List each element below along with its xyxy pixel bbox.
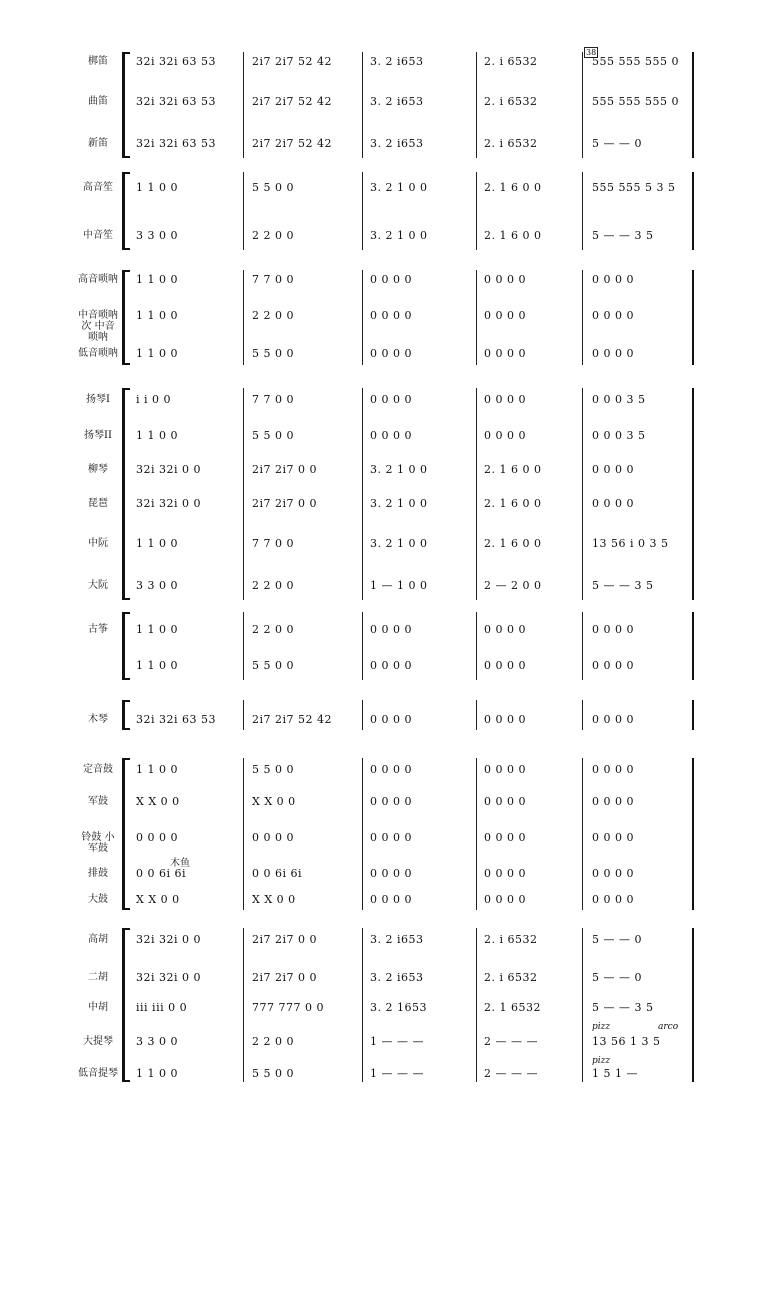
measure-cell: 0 0 0 0: [592, 463, 634, 476]
measure-cell: 7 7 0 0: [252, 273, 294, 286]
measure-cell: 2i7 2i7 52 42: [252, 95, 333, 108]
measure-cell: 3. 2 1 0 0: [370, 537, 428, 550]
measure-cell: 0 0 0 0: [252, 831, 294, 844]
measure-cell: 2 2 0 0: [252, 309, 294, 322]
measure-cell: 2. i 6532: [484, 933, 538, 946]
measure-cell: 1 5 1 —: [592, 1067, 638, 1080]
measure-cell: 5 5 0 0: [252, 659, 294, 672]
barline: [582, 388, 583, 600]
measure-cell: X X 0 0: [136, 893, 180, 906]
barline: [476, 758, 477, 910]
instrument-label: 梆笛: [88, 56, 108, 67]
group-bracket-winds: [122, 52, 125, 158]
measure-cell: 2. 1 6 0 0: [484, 181, 542, 194]
barline: [243, 388, 244, 600]
instrument-label: 柳琴: [88, 464, 108, 475]
instrument-label: 高胡: [88, 934, 108, 945]
measure-cell: 555 555 555 0: [592, 55, 679, 68]
barline: [362, 612, 363, 680]
measure-cell: 0 0 0 0: [484, 795, 526, 808]
final-barline: [692, 388, 694, 600]
barline: [362, 270, 363, 365]
barline: [362, 52, 363, 158]
measure-cell: 0 0 0 0: [370, 763, 412, 776]
measure-cell: 3. 2 1 0 0: [370, 497, 428, 510]
instrument-label: 大鼓: [88, 894, 108, 905]
measure-cell: 3. 2 1653: [370, 1001, 427, 1014]
barline: [243, 700, 244, 730]
measure-cell: 0 0 0 0: [370, 831, 412, 844]
instrument-label: 扬琴II: [84, 430, 112, 441]
measure-cell: X X 0 0: [136, 795, 180, 808]
measure-cell: 0 0 0 0: [592, 273, 634, 286]
barline: [582, 758, 583, 910]
final-barline: [692, 270, 694, 365]
measure-cell: 5 — — 0: [592, 933, 642, 946]
measure-cell: 0 0 6i 6i: [252, 867, 303, 880]
measure-cell: 1 — — —: [370, 1035, 424, 1048]
barline: [362, 172, 363, 250]
measure-cell: 13 56 i 0 3 5: [592, 537, 669, 550]
barline: [582, 270, 583, 365]
measure-cell: 1 1 0 0: [136, 273, 178, 286]
barline: [243, 758, 244, 910]
group-bracket-plucked: [122, 388, 125, 600]
final-barline: [692, 928, 694, 1082]
instrument-label: 新笛: [88, 138, 108, 149]
instrument-label: 军鼓: [88, 796, 108, 807]
barline: [476, 52, 477, 158]
measure-cell: 0 0 0 0: [484, 273, 526, 286]
barline: [362, 928, 363, 1082]
measure-number: 38: [586, 48, 597, 57]
measure-cell: 32i 32i 0 0: [136, 497, 202, 510]
instrument-label: 二胡: [88, 972, 108, 983]
measure-cell: 7 7 0 0: [252, 393, 294, 406]
final-barline: [692, 700, 694, 730]
measure-cell: 2 2 0 0: [252, 579, 294, 592]
dynamic-pizz-2: pizz: [592, 1056, 611, 1066]
barline: [362, 758, 363, 910]
measure-cell: 1 1 0 0: [136, 181, 178, 194]
measure-cell: 0 0 0 0: [592, 623, 634, 636]
barline: [243, 52, 244, 158]
instrument-label: 扬琴I: [86, 394, 110, 405]
measure-cell: 0 0 6i 6i: [136, 867, 187, 880]
measure-cell: 2i7 2i7 52 42: [252, 137, 333, 150]
barline: [243, 612, 244, 680]
instrument-label: 大提琴: [83, 1036, 113, 1047]
measure-cell: 2. i 6532: [484, 137, 538, 150]
barline: [476, 270, 477, 365]
measure-cell: 2. 1 6 0 0: [484, 537, 542, 550]
measure-cell: 3. 2 1 0 0: [370, 181, 428, 194]
instrument-label: 排鼓: [88, 868, 108, 879]
measure-cell: 3. 2 i653: [370, 55, 424, 68]
barline: [582, 52, 583, 158]
group-bracket-strings: [122, 928, 125, 1082]
measure-cell: 0 0 0 0: [592, 763, 634, 776]
barline: [243, 928, 244, 1082]
instrument-label: 低音提琴: [78, 1068, 118, 1079]
measure-cell: 0 0 0 3 5: [592, 393, 646, 406]
barline: [362, 388, 363, 600]
instrument-label: 古筝: [88, 624, 108, 635]
measure-cell: 13 56 1 3 5: [592, 1035, 661, 1048]
measure-cell: 5 5 0 0: [252, 763, 294, 776]
group-bracket-suona: [122, 270, 125, 365]
final-barline: [692, 612, 694, 680]
measure-cell: 32i 32i 63 53: [136, 95, 217, 108]
measure-cell: 0 0 0 0: [592, 795, 634, 808]
measure-cell: 2. 1 6 0 0: [484, 463, 542, 476]
measure-cell: 1 1 0 0: [136, 763, 178, 776]
instrument-label: 大阮: [88, 580, 108, 591]
measure-cell: 0 0 0 0: [484, 763, 526, 776]
measure-cell: 3. 2 i653: [370, 137, 424, 150]
measure-cell: 0 0 0 0: [484, 347, 526, 360]
measure-cell: 0 0 0 0: [136, 831, 178, 844]
barline: [476, 612, 477, 680]
measure-cell: 32i 32i 63 53: [136, 137, 217, 150]
dynamic-arco: arco: [658, 1022, 679, 1032]
measure-cell: 2i7 2i7 0 0: [252, 971, 318, 984]
measure-cell: 2. 1 6 0 0: [484, 497, 542, 510]
final-barline: [692, 758, 694, 910]
measure-cell: i i 0 0: [136, 393, 172, 406]
instrument-label: 中胡: [88, 1002, 108, 1013]
barline: [582, 172, 583, 250]
dynamic-pizz-1: pizz: [592, 1022, 611, 1032]
measure-cell: iii iii 0 0: [136, 1001, 188, 1014]
measure-cell: 2 — — —: [484, 1035, 538, 1048]
annotation-muyu: 木鱼: [170, 858, 190, 869]
measure-cell: 2 — — —: [484, 1067, 538, 1080]
measure-cell: 0 0 0 0: [370, 867, 412, 880]
measure-cell: 2 2 0 0: [252, 229, 294, 242]
barline: [476, 172, 477, 250]
measure-cell: 0 0 0 0: [592, 893, 634, 906]
group-bracket-guzheng: [122, 612, 125, 680]
barline: [582, 928, 583, 1082]
measure-cell: 1 1 0 0: [136, 429, 178, 442]
final-barline: [692, 52, 694, 158]
barline: [476, 700, 477, 730]
measure-cell: 5 5 0 0: [252, 347, 294, 360]
measure-cell: 32i 32i 63 53: [136, 55, 217, 68]
measure-cell: 0 0 0 0: [592, 831, 634, 844]
measure-cell: 2 2 0 0: [252, 623, 294, 636]
instrument-label: 低音唢呐: [78, 348, 118, 359]
measure-cell: 3. 2 1 0 0: [370, 229, 428, 242]
measure-cell: 0 0 0 3 5: [592, 429, 646, 442]
group-bracket-percussion: [122, 758, 125, 910]
measure-cell: 0 0 0 0: [484, 429, 526, 442]
measure-cell: 2. i 6532: [484, 95, 538, 108]
measure-cell: 0 0 0 0: [484, 659, 526, 672]
measure-cell: 32i 32i 0 0: [136, 971, 202, 984]
group-bracket-sheng: [122, 172, 125, 250]
barline: [243, 270, 244, 365]
instrument-label: 曲笛: [88, 96, 108, 107]
measure-cell: 0 0 0 0: [370, 659, 412, 672]
measure-cell: 0 0 0 0: [592, 867, 634, 880]
measure-cell: X X 0 0: [252, 795, 296, 808]
measure-cell: 3 3 0 0: [136, 579, 178, 592]
instrument-label: 定音鼓: [83, 764, 113, 775]
instrument-label: 中阮: [88, 538, 108, 549]
measure-cell: 2. 1 6532: [484, 1001, 541, 1014]
measure-cell: 2i7 2i7 52 42: [252, 55, 333, 68]
measure-cell: 7 7 0 0: [252, 537, 294, 550]
group-bracket-muqin: [122, 700, 125, 730]
measure-cell: 2i7 2i7 52 42: [252, 713, 333, 726]
measure-cell: 5 — — 3 5: [592, 229, 654, 242]
instrument-label: 铃鼓 小军鼓: [81, 832, 115, 854]
measure-cell: 0 0 0 0: [484, 309, 526, 322]
instrument-label: 高音唢呐: [78, 274, 118, 285]
instrument-label: 中音唢呐 次 中音唢呐: [78, 310, 118, 343]
measure-cell: 2i7 2i7 0 0: [252, 933, 318, 946]
measure-cell: 5 — — 0: [592, 137, 642, 150]
measure-cell: 1 1 0 0: [136, 1067, 178, 1080]
measure-cell: 0 0 0 0: [484, 623, 526, 636]
barline: [582, 612, 583, 680]
measure-cell: X X 0 0: [252, 893, 296, 906]
final-barline: [692, 172, 694, 250]
instrument-label: 高音笙: [83, 182, 113, 193]
measure-cell: 5 — — 3 5: [592, 579, 654, 592]
measure-cell: 1 1 0 0: [136, 659, 178, 672]
measure-cell: 5 — — 0: [592, 971, 642, 984]
measure-cell: 0 0 0 0: [592, 659, 634, 672]
measure-cell: 0 0 0 0: [370, 713, 412, 726]
measure-cell: 3 3 0 0: [136, 229, 178, 242]
measure-cell: 1 1 0 0: [136, 623, 178, 636]
barline: [582, 700, 583, 730]
barline: [476, 388, 477, 600]
measure-cell: 0 0 0 0: [484, 393, 526, 406]
measure-cell: 2. 1 6 0 0: [484, 229, 542, 242]
measure-cell: 0 0 0 0: [592, 497, 634, 510]
measure-cell: 2. i 6532: [484, 55, 538, 68]
measure-cell: 0 0 0 0: [370, 795, 412, 808]
measure-cell: 1 1 0 0: [136, 309, 178, 322]
measure-cell: 3. 2 i653: [370, 933, 424, 946]
measure-cell: 32i 32i 0 0: [136, 933, 202, 946]
measure-cell: 32i 32i 0 0: [136, 463, 202, 476]
measure-cell: 2. i 6532: [484, 971, 538, 984]
measure-cell: 0 0 0 0: [484, 867, 526, 880]
measure-cell: 0 0 0 0: [370, 347, 412, 360]
measure-cell: 0 0 0 0: [592, 309, 634, 322]
measure-cell: 3. 2 i653: [370, 95, 424, 108]
measure-cell: 777 777 0 0: [252, 1001, 324, 1014]
measure-cell: 5 5 0 0: [252, 429, 294, 442]
barline: [362, 700, 363, 730]
measure-cell: 1 1 0 0: [136, 537, 178, 550]
measure-cell: 0 0 0 0: [484, 713, 526, 726]
measure-cell: 0 0 0 0: [370, 623, 412, 636]
instrument-label: 木琴: [88, 714, 108, 725]
measure-cell: 0 0 0 0: [370, 893, 412, 906]
measure-cell: 3. 2 i653: [370, 971, 424, 984]
measure-cell: 5 5 0 0: [252, 1067, 294, 1080]
instrument-label: 琵琶: [88, 498, 108, 509]
measure-cell: 0 0 0 0: [484, 831, 526, 844]
measure-cell: 5 5 0 0: [252, 181, 294, 194]
measure-cell: 3 3 0 0: [136, 1035, 178, 1048]
instrument-label: 中音笙: [83, 230, 113, 241]
measure-cell: 555 555 555 0: [592, 95, 679, 108]
measure-cell: 0 0 0 0: [592, 713, 634, 726]
measure-cell: 2 — 2 0 0: [484, 579, 542, 592]
measure-cell: 0 0 0 0: [592, 347, 634, 360]
measure-cell: 2i7 2i7 0 0: [252, 463, 318, 476]
measure-cell: 1 — 1 0 0: [370, 579, 428, 592]
measure-cell: 555 555 5 3 5: [592, 181, 676, 194]
measure-cell: 0 0 0 0: [370, 273, 412, 286]
measure-cell: 1 1 0 0: [136, 347, 178, 360]
measure-cell: 2i7 2i7 0 0: [252, 497, 318, 510]
measure-cell: 32i 32i 63 53: [136, 713, 217, 726]
barline: [243, 172, 244, 250]
measure-cell: 0 0 0 0: [370, 309, 412, 322]
measure-cell: 2 2 0 0: [252, 1035, 294, 1048]
measure-cell: 3. 2 1 0 0: [370, 463, 428, 476]
measure-cell: 0 0 0 0: [370, 429, 412, 442]
measure-cell: 5 — — 3 5: [592, 1001, 654, 1014]
measure-cell: 0 0 0 0: [370, 393, 412, 406]
barline: [476, 928, 477, 1082]
measure-cell: 0 0 0 0: [484, 893, 526, 906]
measure-cell: 1 — — —: [370, 1067, 424, 1080]
